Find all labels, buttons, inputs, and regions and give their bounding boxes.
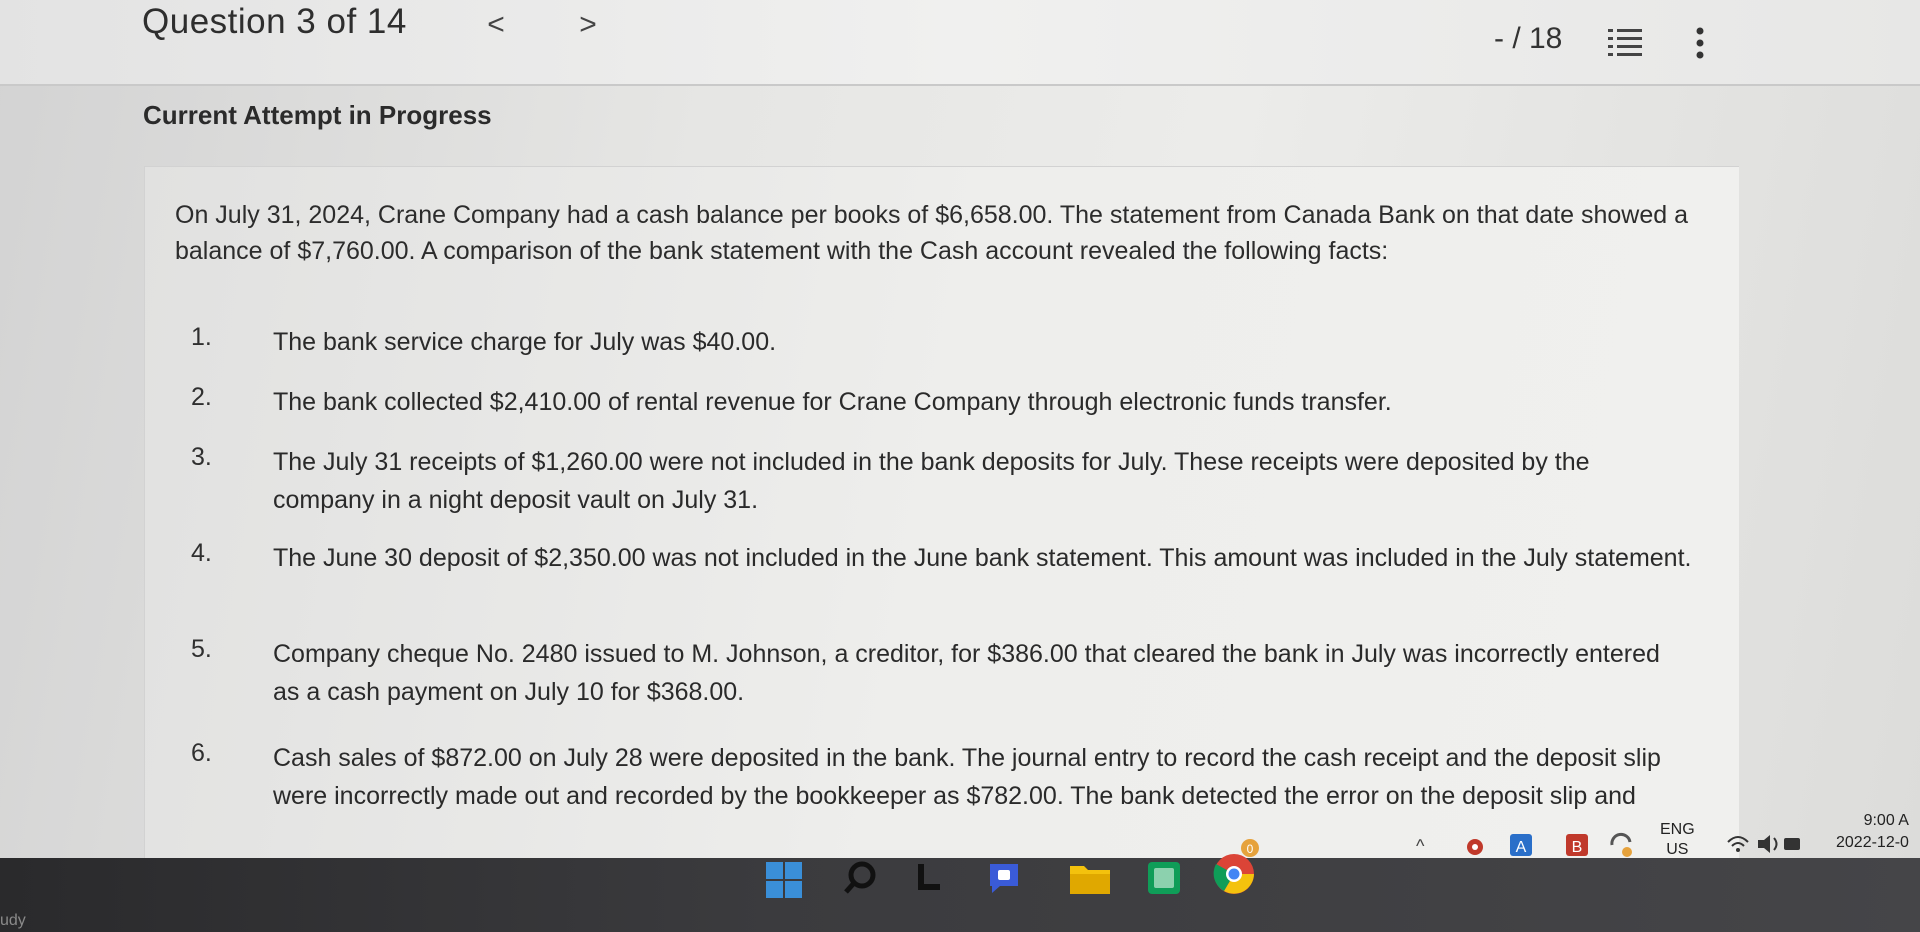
- kebab-menu-icon: [1690, 26, 1710, 62]
- sync-icon[interactable]: [1606, 830, 1636, 860]
- list-item-number: 5.: [191, 635, 212, 663]
- list-item-text: The bank collected $2,410.00 of rental revenue for Crane Company through electronic funds transfer.: [273, 388, 1392, 416]
- score-display: - / 18: [1494, 22, 1563, 55]
- tray-app-icon[interactable]: [1460, 834, 1490, 860]
- file-explorer-icon[interactable]: [914, 860, 944, 896]
- question-counter: Question 3 of 14: [142, 2, 407, 41]
- search-icon[interactable]: [840, 858, 880, 898]
- wifi-icon: [1728, 837, 1748, 846]
- clock-date: 2022-12-0: [1836, 834, 1909, 851]
- volume-icon: [1758, 835, 1770, 853]
- list-item-text: Company cheque No. 2480 issued to M. Johnson, a creditor, for $386.00 that cleared the bank in July was incorrectly entered as a cash payment on July 10 for $368.00.: [273, 640, 1660, 706]
- list-item-number: 3.: [191, 443, 212, 471]
- show-hidden-icons-button[interactable]: ^: [1416, 836, 1425, 856]
- clock-time: 9:00 A: [1863, 812, 1909, 829]
- svg-text:B: B: [1571, 839, 1583, 856]
- question-header: [0, 0, 1920, 86]
- question-box: [144, 166, 1739, 867]
- chrome-badge: 0: [1246, 842, 1254, 856]
- windows-icon[interactable]: [764, 860, 804, 900]
- region-code: US: [1666, 841, 1689, 858]
- list-item-text: The July 31 receipts of $1,260.00 were not included in the bank deposits for July. These receipts were deposited by the company in a night deposit vault on July 31.: [273, 448, 1590, 514]
- list-icon: [1608, 26, 1644, 60]
- clock[interactable]: [1836, 810, 1909, 854]
- attempt-status: Current Attempt in Progress: [143, 100, 492, 130]
- taskbar: [0, 858, 1920, 932]
- study-fragment: udy: [0, 912, 26, 929]
- list-item-number: 2.: [191, 383, 212, 411]
- more-options-button[interactable]: [1690, 26, 1710, 62]
- chrome-icon[interactable]: [1212, 836, 1262, 898]
- calculator-icon[interactable]: [1144, 858, 1184, 898]
- list-item-number: 4.: [191, 539, 212, 567]
- tray-a-icon[interactable]: [1508, 832, 1534, 858]
- language-indicator[interactable]: [1660, 820, 1695, 860]
- list-item-number: 6.: [191, 739, 212, 767]
- tray-b-icon[interactable]: [1564, 832, 1590, 858]
- svg-text:A: A: [1515, 839, 1527, 856]
- chat-icon[interactable]: [984, 858, 1024, 898]
- list-item-text: Cash sales of $872.00 on July 28 were deposited in the bank. The journal entry to record the cash receipt and the deposit slip were incorrectly made out and recorded by the bookkeeper as $782.00. The bank detected the error on the deposit slip and: [273, 744, 1661, 810]
- list-item-number: 1.: [191, 323, 212, 351]
- language-code: ENG: [1660, 821, 1695, 838]
- list-item-text: The June 30 deposit of $2,350.00 was not included in the June bank statement. This amount was included in the July statement.: [273, 544, 1692, 572]
- question-list-button[interactable]: [1608, 26, 1644, 60]
- list-item-text: The bank service charge for July was $40.00.: [273, 328, 777, 356]
- network-volume-battery[interactable]: [1724, 830, 1804, 858]
- previous-question-button[interactable]: <: [487, 8, 505, 41]
- question-intro: On July 31, 2024, Crane Company had a cash balance per books of $6,658.00. The statement from Canada Bank on that date showed a balance of $7,760.00. A comparison of the bank statement with the Cash account revealed the following facts:: [175, 201, 1689, 265]
- battery-icon: [1784, 838, 1800, 850]
- next-question-button[interactable]: >: [579, 8, 597, 41]
- folder-icon[interactable]: [1068, 860, 1112, 898]
